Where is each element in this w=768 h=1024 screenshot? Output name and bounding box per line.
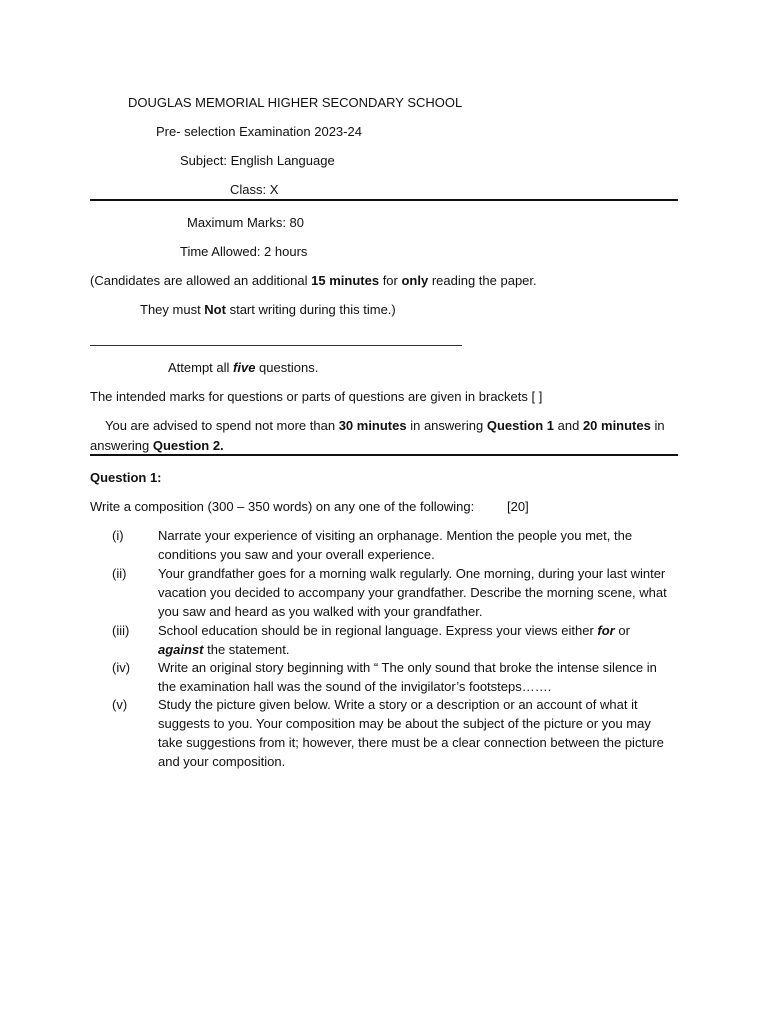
reading-note-line-2: They must Not start writing during this time.)	[140, 302, 396, 317]
time-allowed: Time Allowed: 2 hours	[180, 244, 308, 259]
question-1-title: Question 1:	[90, 470, 162, 485]
advice-line-2: answering Question 2.	[90, 438, 224, 453]
option-text: School education should be in regional language. Express your views either for or against the statement.	[158, 623, 630, 657]
max-marks: Maximum Marks: 80	[187, 215, 305, 230]
option-number: (iv)	[112, 660, 131, 675]
exam-title: Pre- selection Examination 2023-24	[156, 124, 362, 139]
school-name: DOUGLAS MEMORIAL HIGHER SECONDARY SCHOOL	[128, 95, 463, 110]
option-number: (ii)	[112, 566, 127, 581]
class-line: Class: X	[230, 182, 279, 197]
subject-line: Subject: English Language	[180, 153, 335, 168]
section-divider	[90, 454, 678, 456]
option-text: Study the picture given below. Write a story or a description or an account of what it suggests to you. Your composition may be about the subject of the picture or you may take suggestions from it; however, there must be a clear connection between the picture and your composition.	[158, 697, 664, 769]
question-1-marks: [20]	[507, 499, 529, 514]
option-text: Write an original story beginning with “ The only sound that broke the intense silence in the examination hall was the sound of the invigilator’s footsteps…….	[158, 660, 657, 694]
attempt-instruction: Attempt all five questions.	[168, 360, 319, 375]
marks-note: The intended marks for questions or parts of questions are given in brackets [ ]	[90, 389, 543, 404]
question-1-prompt: Write a composition (300 – 350 words) on any one of the following:	[90, 499, 475, 514]
advice-line-1: You are advised to spend not more than 30 minutes in answering Question 1 and 20 minutes in	[105, 418, 665, 433]
underscore-divider	[90, 345, 462, 346]
option-number: (v)	[112, 697, 128, 712]
option-number: (i)	[112, 528, 124, 543]
reading-note-line-1: (Candidates are allowed an additional 15 minutes for only reading the paper.	[90, 273, 537, 288]
option-number: (iii)	[112, 623, 130, 638]
option-text: Narrate your experience of visiting an orphanage. Mention the people you met, the conditions you saw and your overall experience.	[158, 528, 633, 562]
option-text: Your grandfather goes for a morning walk regularly. One morning, during your last winter vacation you decided to accompany your grandfather. Describe the morning scene, what you saw and heard as you walked with your grandfather.	[158, 566, 667, 619]
header-divider	[90, 199, 678, 201]
